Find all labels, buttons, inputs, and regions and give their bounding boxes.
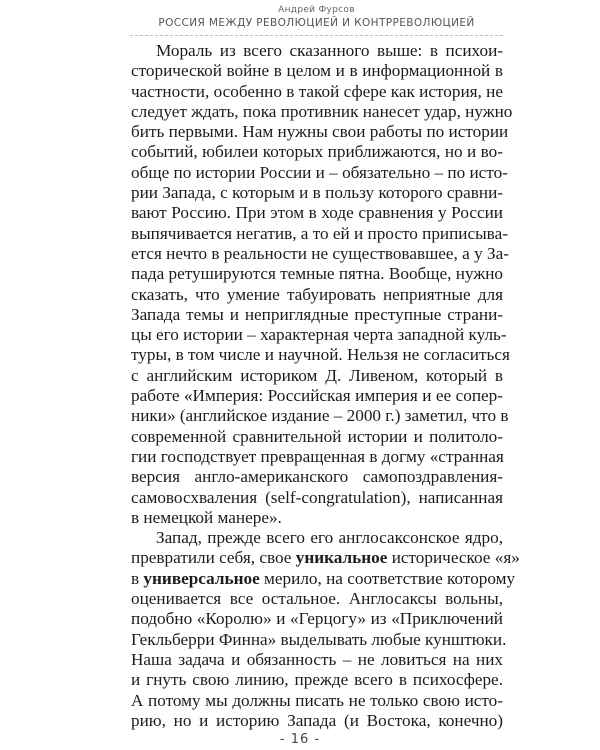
page-number: - 16 - — [279, 732, 321, 747]
text-line: обще по истории России и – обязательно – по исто- — [131, 162, 508, 182]
text-line: следует ждать, пока противник нанесет удар, нужно — [131, 101, 513, 121]
text-line: событий, юбилеи которых приближаются, но и во- — [131, 142, 503, 162]
text-line: версия англо-американского самопоздравления- — [131, 467, 503, 487]
text-line: Мораль из всего сказанного выше: в психои- — [156, 41, 503, 60]
body-text — [131, 41, 520, 731]
text-line: и гнуть свою линию, прежде всего в психосфере. — [131, 670, 503, 690]
author-name: Андрей Фурсов — [278, 5, 355, 15]
paragraph-2 — [131, 528, 520, 731]
text-line: ники» (английское издание – 2000 г.) заметил, что в — [131, 406, 509, 426]
text-line: частности, особенно в такой сфере как история, не — [131, 81, 503, 101]
text-line: А потому мы должны писать не только свою исто- — [131, 690, 503, 710]
text-line: Запада темы и неприглядные преступные страни- — [131, 304, 503, 324]
emphasis-universal: универсальное — [143, 568, 260, 588]
text-line: ется нечто в реальности не существовавшее, а у За- — [131, 243, 509, 263]
text-run: в — [131, 568, 144, 588]
text-line: Запад, прежде всего его англосаксонское ядро, — [156, 528, 503, 548]
text-line: самовосхваления (self-congratulation), написанная — [131, 487, 503, 507]
text-line: с английским историком Д. Ливеном, который в — [131, 365, 503, 385]
text-line: вают Россию. При этом в ходе сравнения у России — [131, 203, 503, 223]
text-line: гии господствует превращенная в догму «странная — [131, 446, 504, 466]
book-title: РОССИЯ МЕЖДУ РЕВОЛЮЦИЕЙ И КОНТРРЕВОЛЮЦИЕЙ — [158, 17, 475, 29]
text-run: историческое «я» — [387, 548, 520, 568]
text-line: Гекльберри Финна» выделывать любые кунштюки. — [131, 629, 507, 649]
text-line: рии Запада, с которым и в пользу которого сравни- — [131, 183, 503, 203]
emphasis-unique: уникальное — [295, 548, 388, 568]
text-line: пада ретушируются темные пятна. Вообще, нужно — [131, 264, 503, 284]
text-line: бить первыми. Нам нужны свои работы по истории — [131, 122, 509, 142]
text-line: подобно «Королю» и «Герцогу» из «Приключений — [131, 609, 503, 629]
paragraph-1 — [131, 41, 513, 528]
text-line — [131, 548, 520, 568]
text-line: в немецкой манере». — [131, 507, 282, 527]
text-line: оценивается все остальное. Англосаксы вольны, — [131, 589, 503, 609]
running-head — [130, 4, 503, 30]
text-line: работе «Империя: Российская империя и ее сопер- — [131, 386, 503, 406]
text-run: превратили себя, свое — [131, 548, 296, 568]
header-divider — [130, 35, 503, 36]
text-line: сторической войне в целом и в информационной в — [131, 61, 503, 81]
text-line: цы его истории – характерная черта западной куль- — [131, 325, 507, 345]
text-line — [131, 568, 516, 589]
text-line: туры, в том числе и научной. Нельзя не согласиться — [131, 345, 510, 365]
text-line: современной сравнительной истории и политоло- — [131, 426, 503, 446]
text-line: сказать, что умение табуировать неприятные для — [131, 284, 503, 304]
text-line: Наша задача и обязанность – не ловиться на них — [131, 649, 503, 669]
text-line: выпячивается негатив, а то ей и просто приписыва- — [131, 223, 508, 243]
text-run: мерило, на соответствие которому — [259, 568, 516, 588]
text-line: рию, но и историю Запада (и Востока, конечно) — [131, 710, 503, 730]
